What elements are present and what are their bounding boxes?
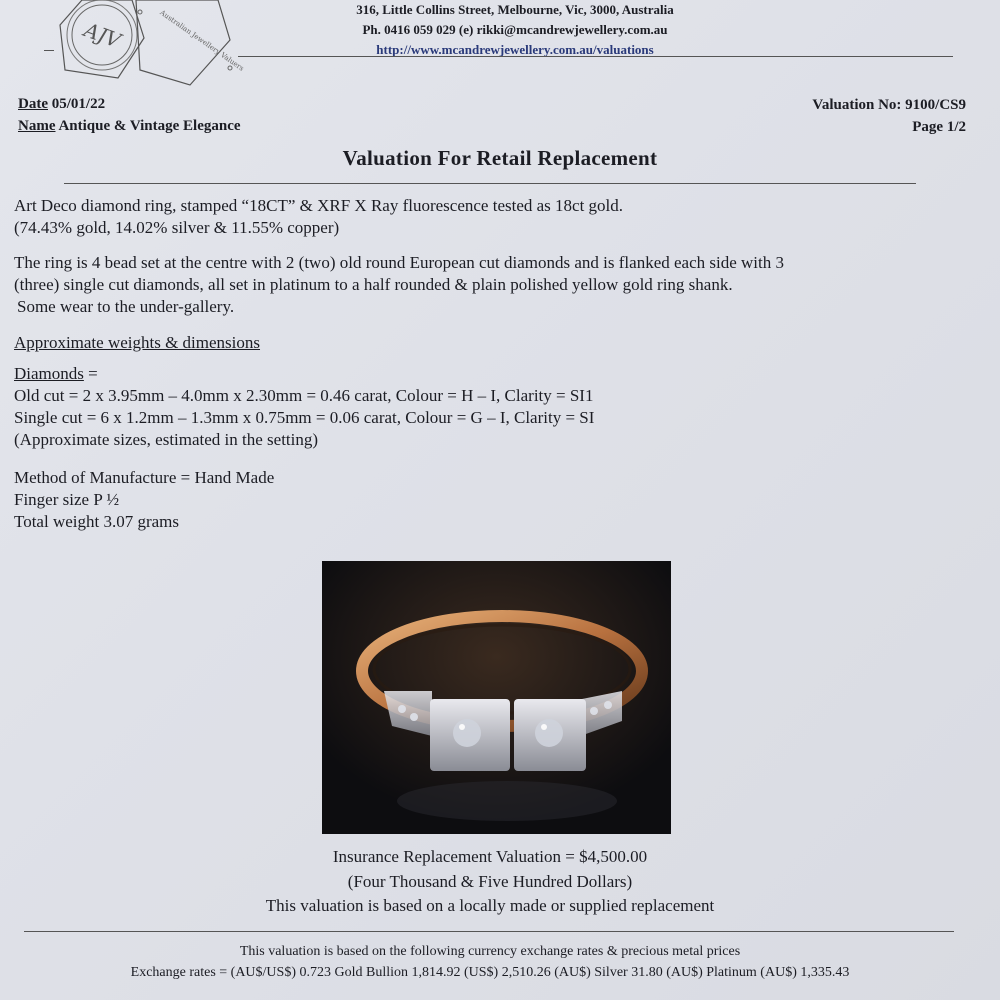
total-weight-line: Total weight 3.07 grams — [14, 512, 180, 531]
valuation-words: (Four Thousand & Five Hundred Dollars) — [347, 872, 633, 891]
logo-initials: AJV — [80, 17, 124, 53]
footer-rates-intro: This valuation is based on the following currency exchange rates & precious metal prices — [239, 944, 741, 959]
approx-note: (Approximate sizes, estimated in the setting) — [14, 430, 319, 449]
description-para2-line3: Some wear to the under-gallery. — [17, 297, 235, 316]
date-line — [18, 96, 105, 113]
diamonds-label: Diamonds — [14, 364, 84, 383]
footer-rates: Exchange rates = (AU$/US$) 0.723 Gold Bullion 1,814.92 (US$) 2,510.26 (AU$) Silver 31.80 (AU$) Platinum (AU$) 1,335.43 — [130, 965, 850, 980]
name-label: Name — [18, 118, 56, 134]
description-para2-line1: The ring is 4 bead set at the centre with 2 (two) old round European cut diamonds and is flanked each side with 3 — [14, 253, 784, 272]
description-line2: (74.43% gold, 14.02% silver & 11.55% copper) — [14, 218, 340, 237]
company-header — [305, 0, 725, 60]
single-cut-line: Single cut = 6 x 1.2mm – 1.3mm x 0.75mm = 0.06 carat, Colour = G – I, Clarity = SI — [14, 408, 595, 427]
ring-photo — [322, 561, 671, 834]
footer-divider — [24, 931, 954, 932]
ring-illustration — [322, 561, 671, 834]
company-address: 316, Little Collins Street, Melbourne, Vic, 3000, Australia — [356, 2, 674, 17]
description-para2-line2: (three) single cut diamonds, all set in platinum to a half rounded & plain polished yellow gold ring shank. — [14, 275, 733, 294]
name-value: Antique & Vintage Elegance — [58, 118, 241, 134]
company-contact: Ph. 0416 059 029 (e) rikki@mcandrewjewellery.com.au — [362, 22, 668, 37]
description-para1 — [14, 195, 974, 239]
old-cut-line: Old cut = 2 x 3.95mm – 4.0mm x 2.30mm = 0.46 carat, Colour = H – I, Clarity = SI1 — [14, 386, 594, 405]
description-line1: Art Deco diamond ring, stamped “18CT” & XRF X Ray fluorescence tested as 18ct gold. — [14, 196, 624, 215]
logo-seal — [136, 0, 230, 85]
page-title: Valuation For Retail Replacement — [342, 146, 658, 170]
company-url[interactable]: http://www.mcandrewjewellery.com.au/valuations — [376, 42, 654, 57]
company-logo — [40, 0, 250, 90]
dimensions-heading: Approximate weights & dimensions — [14, 333, 261, 352]
date-label: Date — [18, 96, 48, 112]
manufacture-block — [14, 467, 974, 533]
valuation-basis: This valuation is based on a locally made or supplied replacement — [265, 896, 715, 915]
title-underline — [64, 183, 916, 184]
diamonds-suffix: = — [83, 364, 98, 383]
diamonds-heading-line — [14, 363, 974, 385]
logo-seal-text: Australian Jewellery Valuers — [158, 8, 246, 73]
description-para2 — [14, 252, 989, 318]
header-divider — [238, 56, 953, 57]
valuation-amount: Insurance Replacement Valuation = $4,500.00 — [332, 847, 648, 866]
method-line: Method of Manufacture = Hand Made — [14, 468, 275, 487]
page-number: Page 1/2 — [912, 119, 966, 135]
diamonds-block — [14, 363, 974, 451]
name-line — [18, 118, 241, 135]
valuation-number: Valuation No: 9100/CS9 — [812, 97, 966, 113]
finger-size-line: Finger size P ½ — [14, 490, 120, 509]
header-divider-short — [44, 50, 54, 51]
date-value: 05/01/22 — [51, 96, 106, 112]
